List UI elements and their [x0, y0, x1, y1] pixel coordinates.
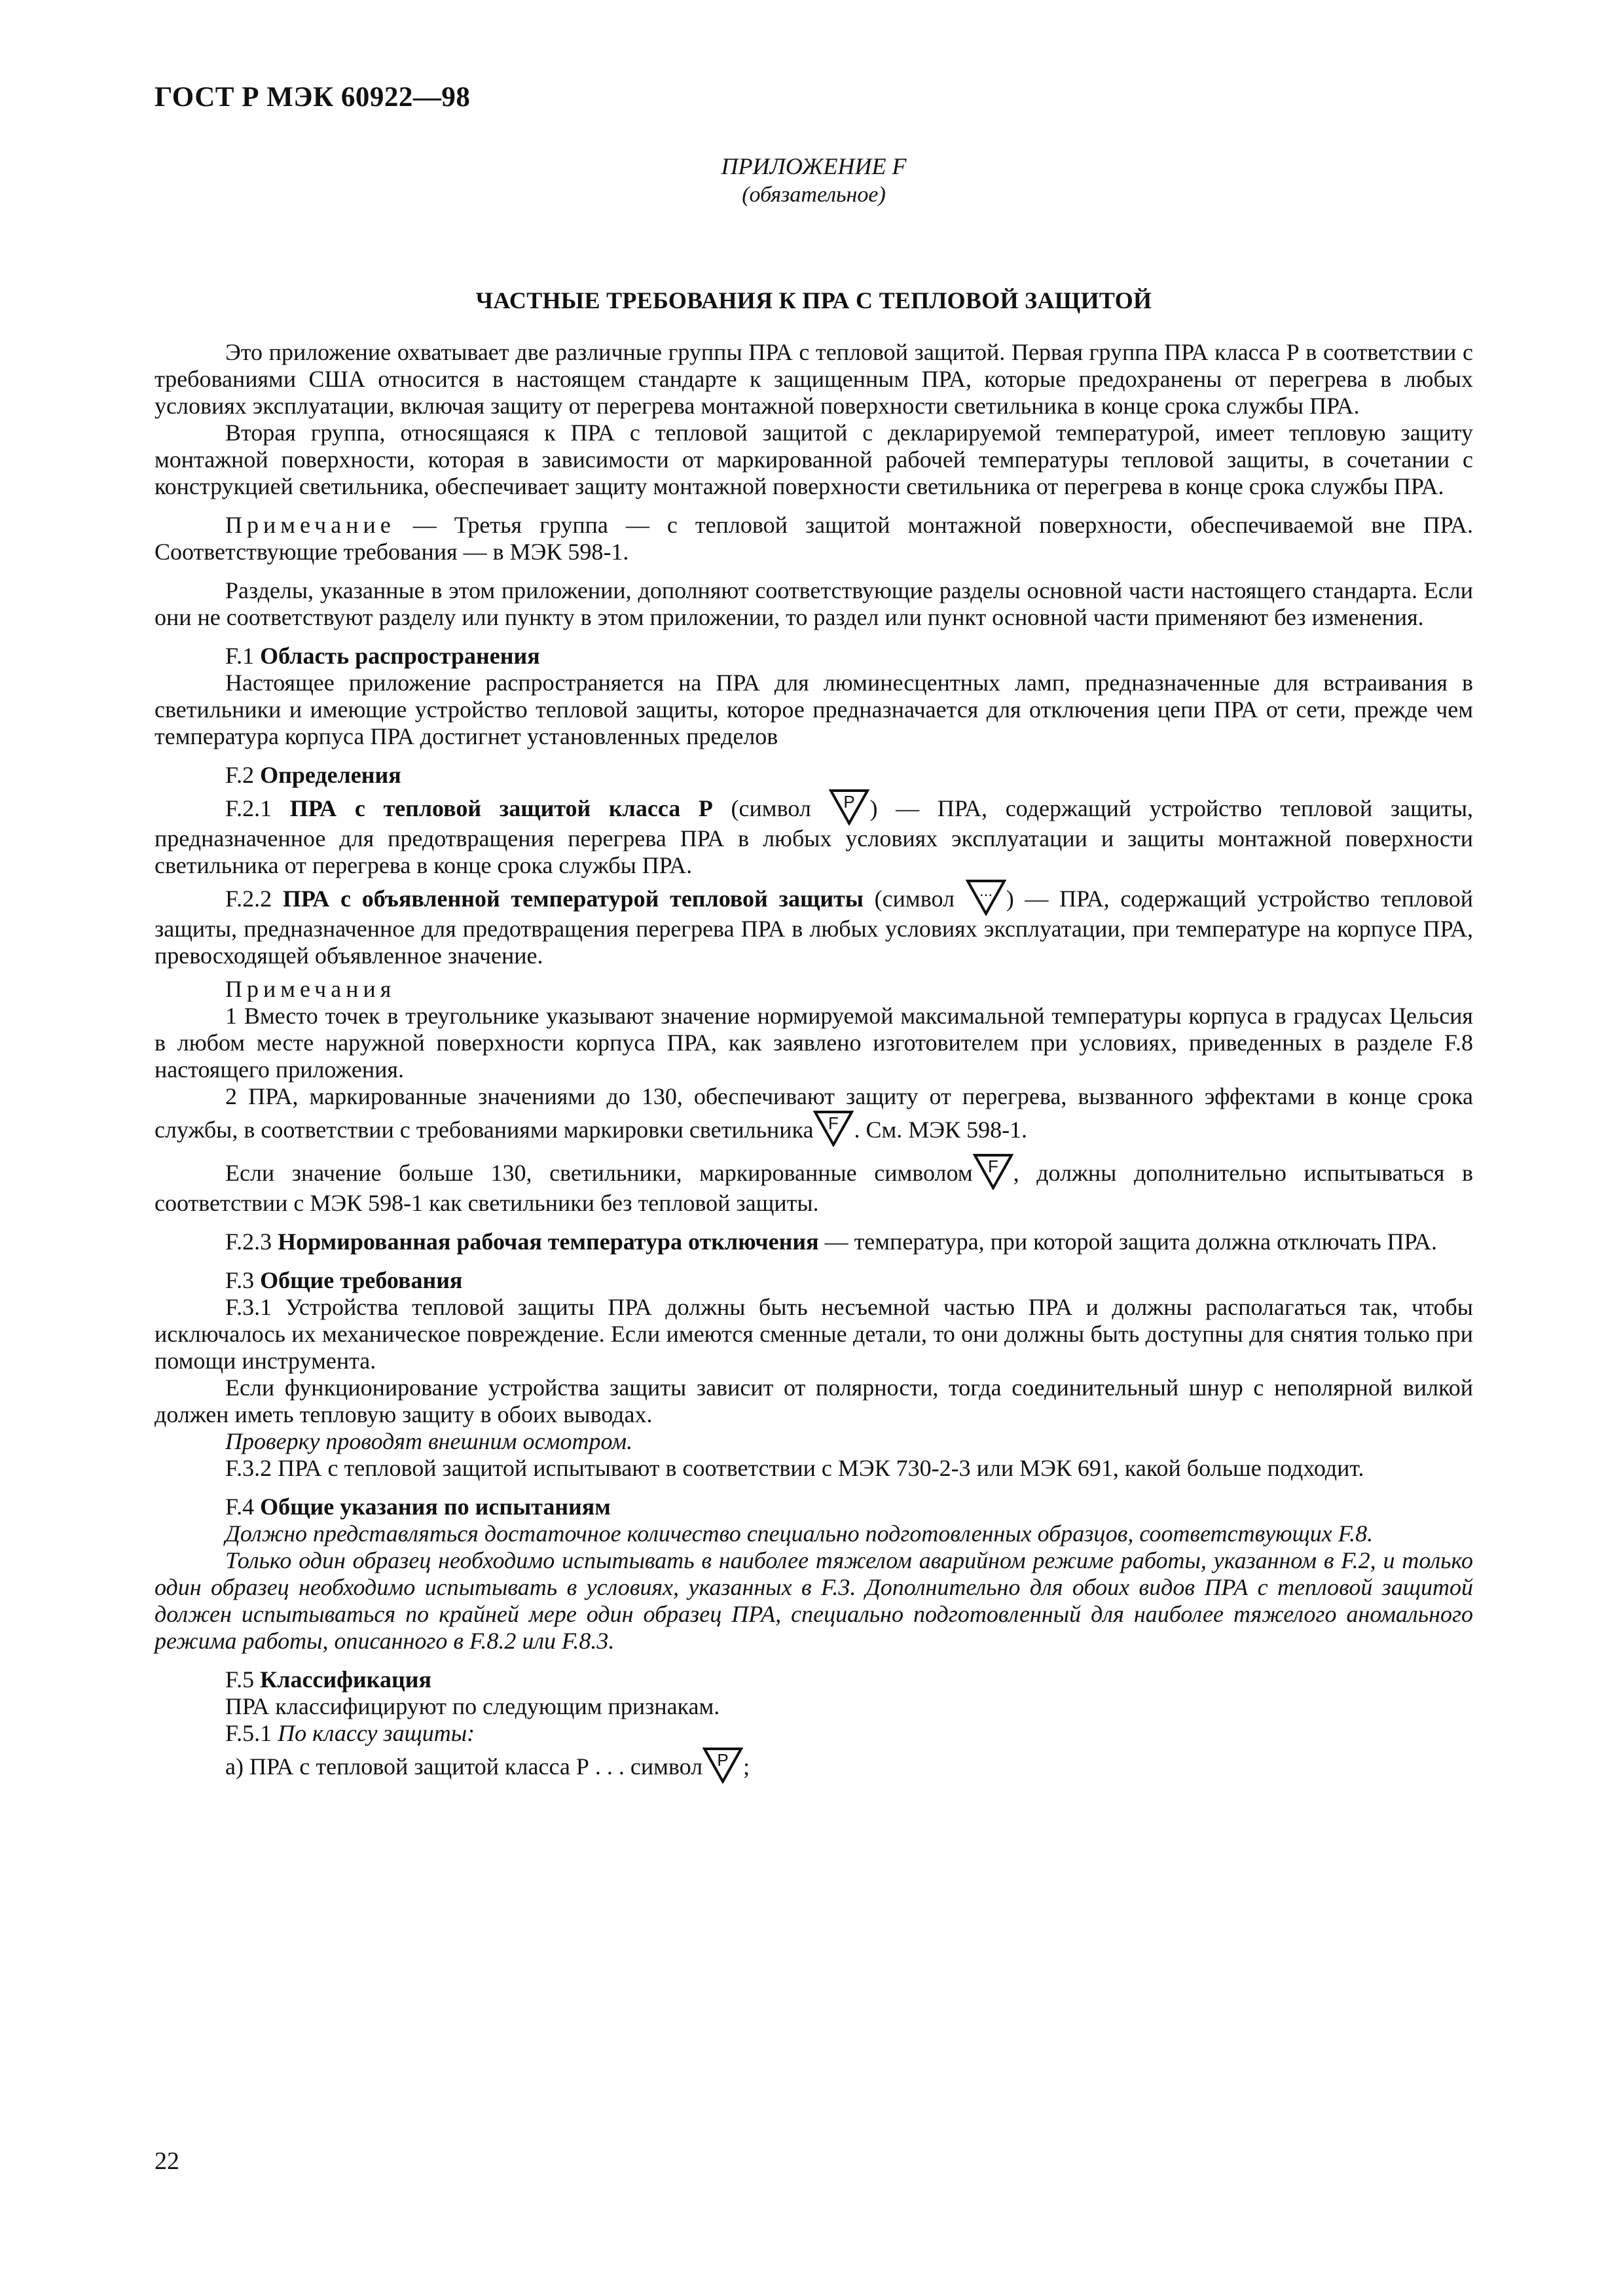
defined-term: Нормированная рабочая температура отключения: [278, 1229, 819, 1255]
class-f-symbol-icon: [813, 1110, 854, 1147]
note-text: — Третья группа — с тепловой защитой монтажной поверхности, обеспечиваемой вне ПРА. Соответствующие требования — в МЭК 598-1.: [155, 512, 1473, 565]
classification-item-a: [155, 1747, 1473, 1784]
declared-temperature-symbol-icon: [966, 879, 1006, 916]
note-label: Примечание: [225, 512, 395, 538]
note-2: [155, 1083, 1473, 1147]
clause-f32: F.3.2 ПРА с тепловой защитой испытывают в соответствии с МЭК 730-2-3 или МЭК 691, какой больше подходит.: [225, 1455, 1364, 1481]
definition-f21: [155, 789, 1473, 879]
section-title: Определения: [260, 762, 401, 788]
section-f5-intro: ПРА классифицируют по следующим признакам.: [225, 1693, 720, 1719]
clause-number: F.2.2: [225, 886, 272, 912]
symbol-letter: F: [987, 1157, 998, 1176]
item-text: a) ПРА с тепловой защитой класса Р . . . символ: [225, 1753, 703, 1780]
notes-label-text: Примечания: [225, 976, 396, 1002]
intro-paragraph-3: Разделы, указанные в этом приложении, дополняют соответствующие разделы основной части настоящего стандарта. Если они не соответствуют разделу или пункту в этом приложении, то раздел или пункт основной части применяют без изменения.: [155, 577, 1473, 630]
section-number: F.2: [225, 762, 255, 788]
note-2-text: . См. МЭК 598-1.: [854, 1117, 1028, 1143]
document-code: ГОСТ Р МЭК 60922—98: [155, 82, 471, 113]
item-text: ;: [743, 1753, 750, 1780]
clause-text: ) — ПРА, содержащий устройство тепловой защиты, предназначенное для предотвращения перегрева ПРА в любых условиях эксплуатации, при температуре на корпусе ПРА, превосходящей объявленное значение.: [155, 886, 1473, 969]
intro-paragraph-2: Вторая группа, относящаяся к ПРА с тепловой защитой с декларируемой температурой, имеет тепловую защиту монтажной поверхности, которая в зависимости от маркированной рабочей температуры тепловой защиты, в сочетании с конструкцией светильника, обеспечивает защиту монтажной поверхности светильника от перегрева в конце срока службы ПРА.: [155, 420, 1473, 499]
note-3-text: , должны дополнительно испытываться в соответствии с МЭК 598-1 как светильники без тепловой защиты.: [155, 1160, 1474, 1216]
clause-text: ) — ПРА, содержащий устройство тепловой защиты, предназначенное для предотвращения перегрева ПРА в любых условиях эксплуатации и защиты монтажной поверхности светильника от перегрева в конце срока службы ПРА.: [155, 795, 1474, 878]
clause-f51: [155, 1720, 1473, 1747]
defined-term: ПРА с тепловой защитой класса Р: [289, 795, 713, 821]
symbol-dots: ...: [979, 882, 993, 900]
note-3: [155, 1153, 1473, 1217]
note-3-text: Если значение больше 130, светильники, маркированные символом: [225, 1160, 973, 1186]
section-f1-heading: [155, 643, 1473, 670]
page-number: 22: [155, 2147, 179, 2175]
intro-paragraph-1: Это приложение охватывает две различные группы ПРА с тепловой защитой. Первая группа ПРА класса Р в соответствии с требованиями США относится в настоящем стандарте к защищенным ПРА, которые предохранены от перегрева в любых условиях эксплуатации, включая защиту от перегрева монтажной поверхности светильника в конце срока службы ПРА.: [155, 339, 1473, 419]
notes-label: [155, 976, 1473, 1003]
symbol-letter: F: [828, 1113, 839, 1133]
section-number: F.1: [225, 643, 255, 669]
appendix-type: (обязательное): [742, 183, 886, 207]
note-2-text: 2 ПРА, маркированные значениями до 130, обеспечивают защиту от перегрева, вызванного эффектами в конце срока службы, в соответствии с требованиями маркировки светильника: [155, 1083, 1473, 1143]
clause-number: F.2.3: [225, 1229, 272, 1255]
section-f3-heading: [155, 1267, 1473, 1294]
clause-label: По классу защиты:: [278, 1720, 475, 1746]
document-body: [155, 339, 1473, 1784]
symbol-letter: P: [717, 1750, 729, 1770]
section-title: Область распространения: [260, 643, 540, 669]
appendix-title: ЧАСТНЫЕ ТРЕБОВАНИЯ К ПРА С ТЕПЛОВОЙ ЗАЩИТОЙ: [475, 287, 1152, 314]
clause-polarity: Если функционирование устройства защиты зависит от полярности, тогда соединительный шнур с неполярной вилкой должен иметь тепловую защиту в обоих выводах.: [155, 1374, 1473, 1427]
clause-check: Проверку проводят внешним осмотром.: [225, 1428, 633, 1454]
intro-note: [155, 512, 1473, 565]
appendix-heading: [155, 152, 1473, 209]
clause-text: — температура, при которой защита должна отключать ПРА.: [818, 1229, 1438, 1255]
clause-number: F.5.1: [225, 1720, 272, 1746]
section-number: F.3: [225, 1267, 255, 1293]
section-title: Общие указания по испытаниям: [260, 1494, 611, 1520]
clause-text: (символ: [863, 886, 966, 912]
section-f2-heading: [155, 762, 1473, 789]
symbol-letter: P: [843, 792, 856, 812]
section-f1-text: Настоящее приложение распространяется на ПРА для люминесцентных ламп, предназначенные для встраивания в светильники и имеющие устройство тепловой защиты, которое предназначается для отключения цепи ПРА от сети, прежде чем температура корпуса ПРА достигнет установленных пределов: [155, 670, 1473, 749]
defined-term: ПРА с объявленной температурой тепловой защиты: [282, 886, 864, 912]
section-f5-heading: [155, 1666, 1473, 1693]
clause-f31: F.3.1 Устройства тепловой защиты ПРА должны быть несъемной частью ПРА и должны располагаться так, чтобы исключалось их механическое повреждение. Если имеются сменные детали, то они должны быть доступны для снятия только при помощи инструмента.: [155, 1294, 1473, 1374]
section-f4-paragraph-2: Только один образец необходимо испытывать в наиболее тяжелом аварийном режиме работы, указанном в F.2, и только один образец необходимо испытывать в условиях, указанных в F.3. Дополнительно для обоих видов ПРА с тепловой защитой должен испытываться по крайней мере один образец ПРА, специально подготовленный для наиболее тяжелого аномального режима работы, описанного в F.8.2 или F.8.3.: [155, 1547, 1473, 1654]
section-number: F.5: [225, 1666, 255, 1693]
definition-f23: [155, 1229, 1473, 1255]
section-f4-heading: [155, 1494, 1473, 1520]
section-number: F.4: [225, 1494, 255, 1520]
class-p-symbol-icon: [829, 789, 869, 825]
section-f4-paragraph-1: Должно представляться достаточное количество специально подготовленных образцов, соответствующих F.8.: [225, 1520, 1374, 1547]
section-title: Общие требования: [260, 1267, 463, 1293]
definition-f22: [155, 879, 1473, 969]
clause-text: (символ: [712, 795, 830, 821]
note-1: 1 Вместо точек в треугольнике указывают значение нормируемой максимальной температуры корпуса в градусах Цельсия в любом месте наружной поверхности корпуса ПРА, как заявлено изготовителем при условиях, приведенных в разделе F.8 настоящего приложения.: [155, 1003, 1473, 1083]
class-p-symbol-icon: [702, 1747, 743, 1784]
clause-number: F.2.1: [225, 795, 272, 821]
section-title: Классификация: [260, 1666, 431, 1693]
class-f-symbol-icon: [973, 1153, 1013, 1190]
appendix-label: ПРИЛОЖЕНИЕ F: [721, 153, 907, 179]
